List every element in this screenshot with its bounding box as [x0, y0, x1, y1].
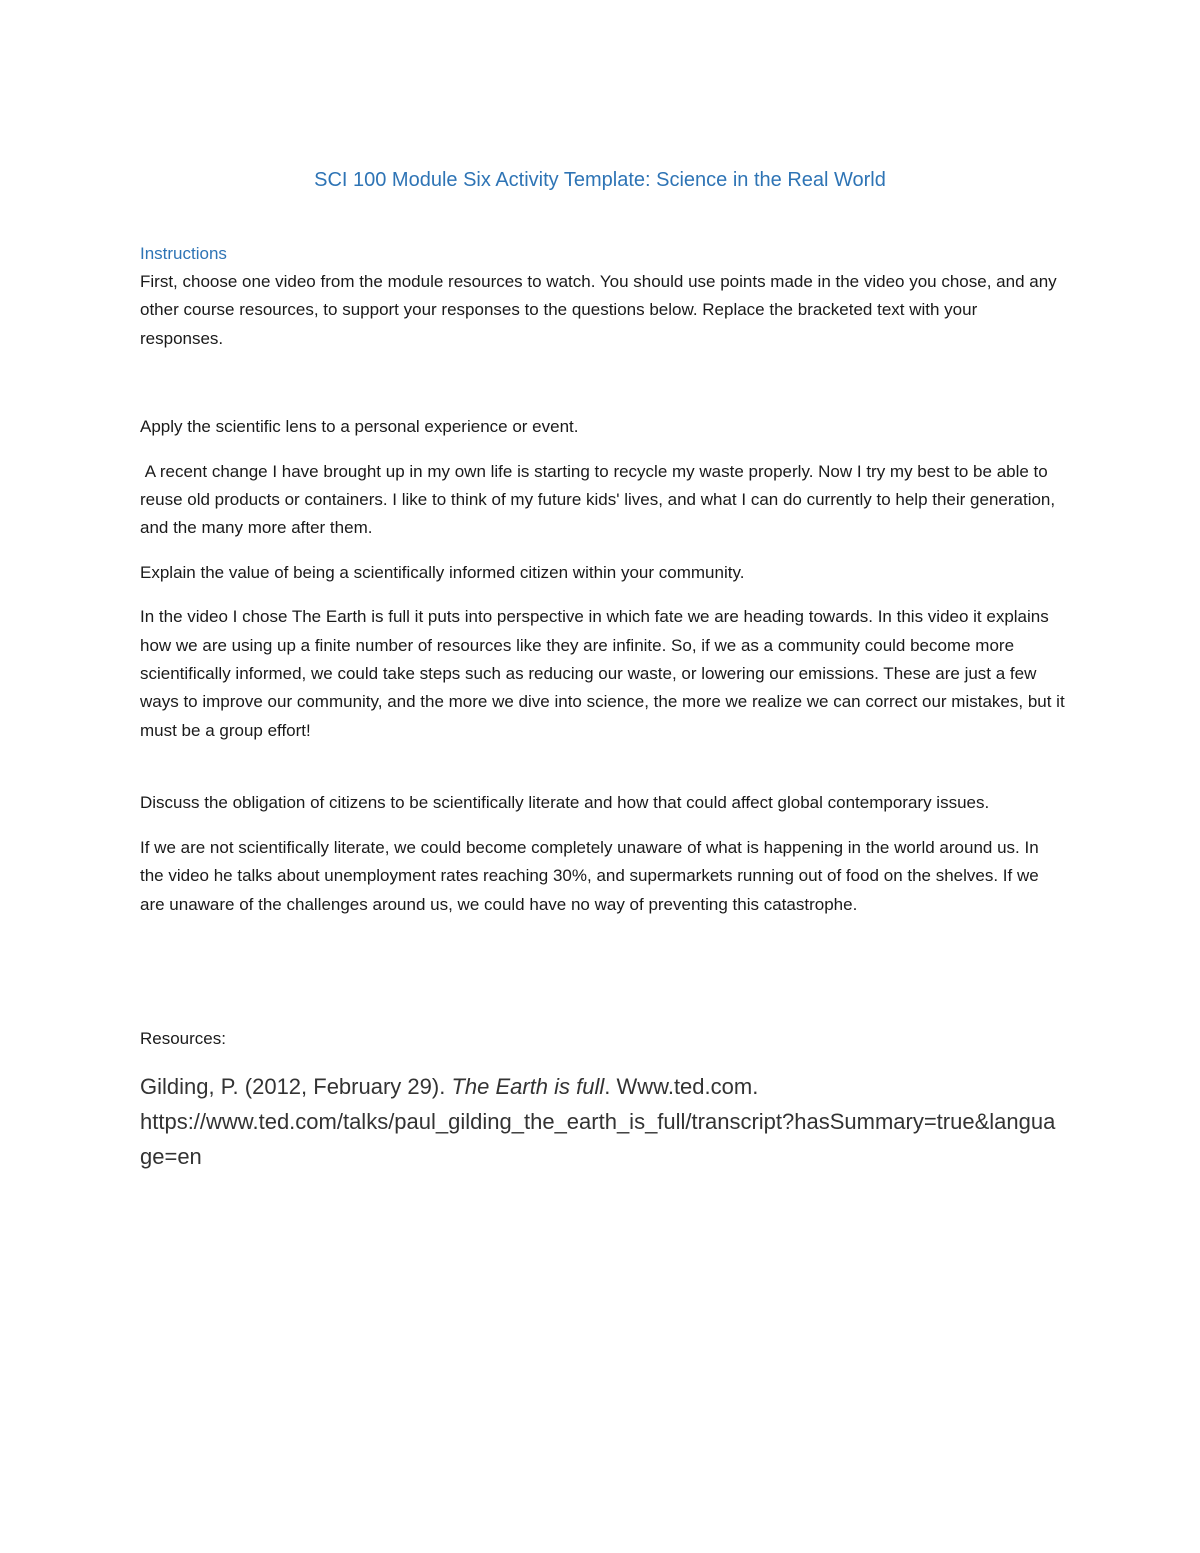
response-3: If we are not scientifically literate, we could become completely unaware of what is happening in the world around us. In the video he talks about unemployment rates reaching 30%, and supermarkets running out of food on the shelves. If we are unaware of the challenges around us, we could have no way of preventing this catastrophe. [140, 837, 1039, 914]
reference-author-date: Gilding, P. (2012, February 29). [140, 1074, 452, 1100]
reference-url[interactable]: https://www.ted.com/talks/paul_gilding_the_earth_is_full/transcript?hasSummary=true&language=en [140, 1109, 1056, 1170]
prompt-3: Discuss the obligation of citizens to be scientifically literate and how that could affect global contemporary issues. [140, 793, 990, 813]
response-1: A recent change I have brought up in my own life is starting to recycle my waste properly. Now I try my best to be able to reuse old products or containers. I like to think of my future kids' lives, and what I can do currently to help their generation, and the many more after them. [140, 461, 1060, 538]
reference-entry [140, 1069, 1065, 1174]
document-body [140, 240, 1065, 1174]
instructions-text: First, choose one video from the module resources to watch. You should use points made in the video you chose, and any other course resources, to support your responses to the questions below. Replace the bracketed text with your responses. [140, 272, 1057, 348]
prompt-1: Apply the scientific lens to a personal experience or event. [140, 417, 579, 437]
prompt-2: Explain the value of being a scientifically informed citizen within your community. [140, 562, 745, 582]
response-2: In the video I chose The Earth is full it puts into perspective in which fate we are heading towards. In this video it explains how we are using up a finite number of resources like they are infinite. So, if we as a community could become more scientifically informed, we could take steps such as reducing our waste, or lowering our emissions. These are just a few ways to improve our community, and the more we dive into science, the more we realize we can correct our mistakes, but it must be a group effort! [140, 607, 1065, 740]
resources-label: Resources: [140, 1028, 226, 1048]
reference-site: . Www.ted.com. [604, 1074, 759, 1100]
document-title: SCI 100 Module Six Activity Template: Science in the Real World [314, 169, 886, 191]
reference-work-title: The Earth is full [451, 1074, 605, 1100]
instructions-heading: Instructions [140, 244, 227, 263]
